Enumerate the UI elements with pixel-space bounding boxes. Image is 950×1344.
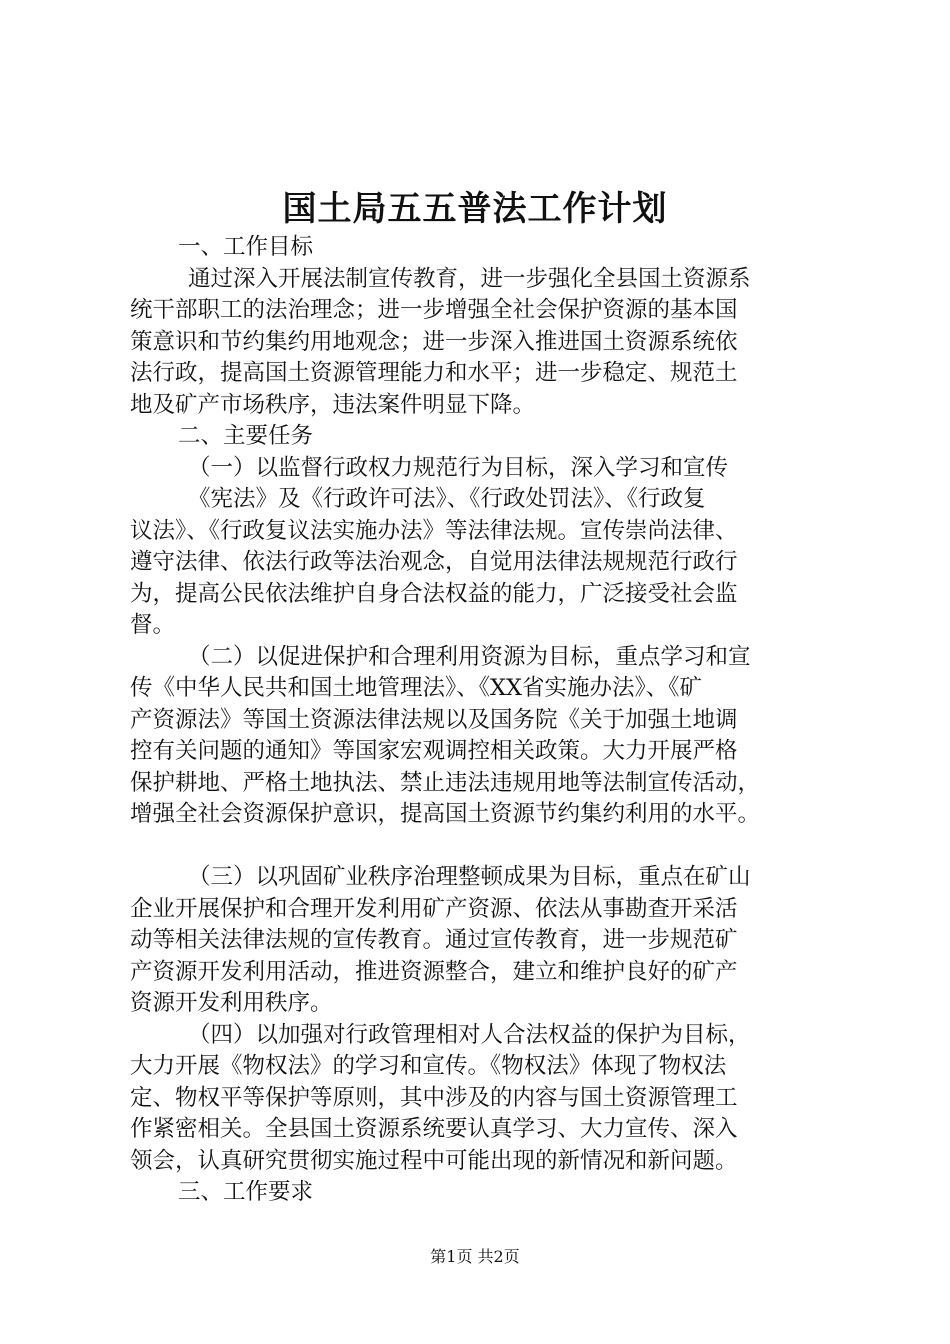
- paragraph-line: 遵守法律、依法行政等法治观念，自觉用法律法规规范行政行: [130, 549, 738, 575]
- page-footer: 第1页 共2页: [430, 1247, 520, 1266]
- paragraph-line: 大力开展《物权法》的学习和宣传。《物权法》体现了物权法: [130, 1053, 727, 1079]
- paragraph-line: 统干部职工的法治理念；进一步增强全社会保护资源的基本国: [130, 297, 738, 323]
- section-heading-requirements: 三、工作要求: [178, 1179, 314, 1205]
- paragraph-line: 领会，认真研究贯彻实施过程中可能出现的新情况和新问题。: [130, 1147, 738, 1174]
- section-heading-tasks: 二、主要任务: [178, 423, 314, 449]
- paragraph-line: 地及矿产市场秩序，违法案件明显下降。: [130, 391, 536, 418]
- paragraph-line: 产资源开发利用活动，推进资源整合，建立和维护良好的矿产: [130, 958, 738, 985]
- paragraph-line: （三）以巩固矿业秩序治理整顿成果为目标，重点在矿山: [188, 864, 751, 890]
- paragraph-line: （一）以监督行政权力规范行为目标，深入学习和宣传: [188, 454, 729, 481]
- paragraph-line: 《宪法》及《行政许可法》、《行政处罚法》、《行政复: [188, 486, 706, 512]
- paragraph-line: 传《中华人民共和国土地管理法》、《XX省实施办法》、《矿: [130, 675, 703, 701]
- paragraph-line: 动等相关法律法规的宣传教育。通过宣传教育，进一步规范矿: [130, 927, 738, 953]
- paragraph-line: 作紧密相关。全县国土资源系统要认真学习、大力宣传、深入: [130, 1116, 738, 1142]
- paragraph-line: 法行政，提高国土资源管理能力和水平；进一步稳定、规范土: [130, 360, 738, 386]
- paragraph-line: 策意识和节约集约用地观念；进一步深入推进国土资源系统依: [130, 328, 738, 355]
- paragraph-line: 资源开发利用秩序。: [130, 990, 333, 1016]
- section-heading-goals: 一、工作目标: [178, 234, 314, 260]
- paragraph-line: 控有关问题的通知》等国家宏观调控相关政策。大力开展严格: [130, 738, 738, 764]
- paragraph-spacer: [130, 831, 850, 863]
- document-body: [130, 232, 850, 1209]
- paragraph-line: 增强全社会资源保护意识，提高国土资源节约集约利用的水平。: [130, 801, 761, 827]
- paragraph-line: （二）以促进保护和合理利用资源为目标，重点学习和宣: [188, 643, 751, 670]
- paragraph-line: 通过深入开展法制宣传教育，进一步强化全县国土资源系: [188, 265, 751, 292]
- paragraph-line: 企业开展保护和合理开发利用矿产资源、依法从事勘查开采活: [130, 895, 738, 922]
- paragraph-line: 定、物权平等保护等原则，其中涉及的内容与国土资源管理工: [130, 1084, 738, 1111]
- paragraph-line: 议法》、《行政复议法实施办法》等法律法规。宣传崇尚法律、: [130, 517, 738, 544]
- paragraph-line: （四）以加强对行政管理相对人合法权益的保护为目标，: [188, 1021, 751, 1048]
- paragraph-line: 保护耕地、严格土地执法、禁止违法违规用地等法制宣传活动，: [130, 769, 761, 796]
- paragraph-line: 为，提高公民依法维护自身合法权益的能力，广泛接受社会监: [130, 580, 738, 607]
- document-title: 国土局五五普法工作计划: [282, 189, 668, 229]
- paragraph-line: 督。: [130, 612, 176, 638]
- paragraph-line: 产资源法》等国土资源法律法规以及国务院《关于加强土地调: [130, 706, 738, 733]
